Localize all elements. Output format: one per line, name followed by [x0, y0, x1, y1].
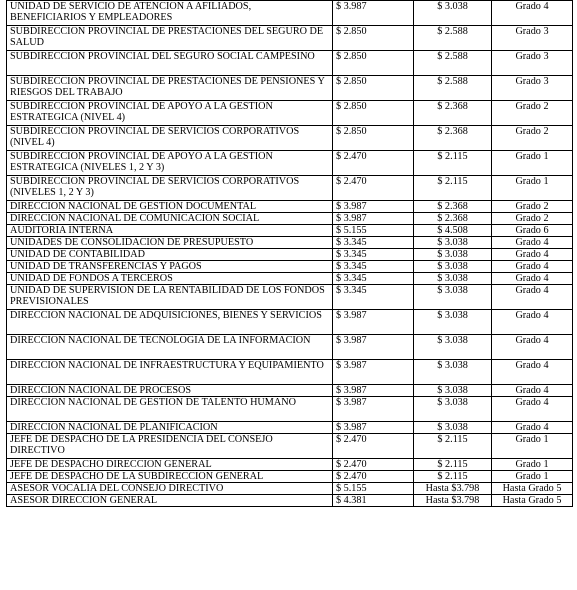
- table-row: [7, 422, 573, 434]
- amount-cell: $ 3.345: [333, 273, 414, 285]
- grade-cell: Grado 3: [492, 26, 573, 51]
- amount-cell: $ 3.038: [414, 310, 492, 335]
- table-row: [7, 26, 573, 51]
- table-row: [7, 151, 573, 176]
- amount-cell: $ 3.987: [333, 201, 414, 213]
- grade-cell: Grado 4: [492, 422, 573, 434]
- unit-name-cell: DIRECCION NACIONAL DE PROCESOS: [7, 385, 333, 397]
- table-row: [7, 249, 573, 261]
- amount-cell: $ 2.470: [333, 471, 414, 483]
- unit-name-cell: SUBDIRECCION PROVINCIAL DE APOYO A LA GESTION ESTRATEGICA (NIVELES 1, 2 Y 3): [7, 151, 333, 176]
- amount-cell: $ 2.850: [333, 51, 414, 76]
- amount-cell: $ 2.470: [333, 459, 414, 471]
- table-row: [7, 1, 573, 26]
- amount-cell: $ 3.987: [333, 385, 414, 397]
- grade-cell: Grado 1: [492, 459, 573, 471]
- amount-cell: $ 2.115: [414, 151, 492, 176]
- amount-cell: $ 2.850: [333, 101, 414, 126]
- amount-cell: $ 3.987: [333, 213, 414, 225]
- amount-cell: $ 3.987: [333, 1, 414, 26]
- amount-cell: Hasta $3.798: [414, 483, 492, 495]
- unit-name-cell: UNIDAD DE SERVICIO DE ATENCION A AFILIADOS, BENEFICIARIOS Y EMPLEADORES: [7, 1, 333, 26]
- grade-cell: Grado 4: [492, 249, 573, 261]
- table-row: [7, 261, 573, 273]
- amount-cell: $ 3.038: [414, 249, 492, 261]
- unit-name-cell: JEFE DE DESPACHO DE LA PRESIDENCIA DEL CONSEJO DIRECTIVO: [7, 434, 333, 459]
- unit-name-cell: DIRECCION NACIONAL DE GESTION DOCUMENTAL: [7, 201, 333, 213]
- amount-cell: $ 2.368: [414, 213, 492, 225]
- unit-name-cell: ASESOR VOCALIA DEL CONSEJO DIRECTIVO: [7, 483, 333, 495]
- grade-cell: Grado 4: [492, 310, 573, 335]
- table-row: [7, 237, 573, 249]
- amount-cell: $ 3.038: [414, 261, 492, 273]
- amount-cell: $ 3.987: [333, 422, 414, 434]
- amount-cell: $ 5.155: [333, 225, 414, 237]
- unit-name-cell: ASESOR DIRECCION GENERAL: [7, 495, 333, 507]
- grade-cell: Grado 2: [492, 213, 573, 225]
- amount-cell: $ 3.038: [414, 422, 492, 434]
- grade-cell: Grado 2: [492, 101, 573, 126]
- amount-cell: $ 3.987: [333, 360, 414, 385]
- amount-cell: $ 2.850: [333, 26, 414, 51]
- grade-cell: Hasta Grado 5: [492, 483, 573, 495]
- unit-name-cell: DIRECCION NACIONAL DE COMUNICACION SOCIAL: [7, 213, 333, 225]
- table-row: [7, 397, 573, 422]
- grade-cell: Grado 4: [492, 285, 573, 310]
- amount-cell: $ 3.038: [414, 335, 492, 360]
- unit-name-cell: UNIDAD DE FONDOS A TERCEROS: [7, 273, 333, 285]
- amount-cell: $ 3.038: [414, 360, 492, 385]
- grade-cell: Grado 2: [492, 126, 573, 151]
- amount-cell: $ 3.987: [333, 397, 414, 422]
- amount-cell: $ 2.588: [414, 51, 492, 76]
- unit-name-cell: DIRECCION NACIONAL DE GESTION DE TALENTO HUMANO: [7, 397, 333, 422]
- table-row: [7, 434, 573, 459]
- amount-cell: $ 3.038: [414, 237, 492, 249]
- grade-cell: Grado 1: [492, 434, 573, 459]
- table-row: [7, 213, 573, 225]
- amount-cell: $ 3.038: [414, 385, 492, 397]
- grade-cell: Hasta Grado 5: [492, 495, 573, 507]
- unit-name-cell: SUBDIRECCION PROVINCIAL DE SERVICIOS CORPORATIVOS (NIVELES 1, 2 Y 3): [7, 176, 333, 201]
- amount-cell: Hasta $3.798: [414, 495, 492, 507]
- grade-cell: Grado 1: [492, 176, 573, 201]
- unit-name-cell: DIRECCION NACIONAL DE ADQUISICIONES, BIENES Y SERVICIOS: [7, 310, 333, 335]
- table-row: [7, 483, 573, 495]
- table-row: [7, 310, 573, 335]
- amount-cell: $ 3.345: [333, 261, 414, 273]
- table-row: [7, 176, 573, 201]
- amount-cell: $ 3.345: [333, 237, 414, 249]
- grade-cell: Grado 4: [492, 360, 573, 385]
- amount-cell: $ 2.850: [333, 76, 414, 101]
- amount-cell: $ 2.368: [414, 126, 492, 151]
- unit-name-cell: DIRECCION NACIONAL DE INFRAESTRUCTURA Y EQUIPAMIENTO: [7, 360, 333, 385]
- amount-cell: $ 3.038: [414, 397, 492, 422]
- amount-cell: $ 2.368: [414, 201, 492, 213]
- amount-cell: $ 2.470: [333, 151, 414, 176]
- amount-cell: $ 2.850: [333, 126, 414, 151]
- amount-cell: $ 2.588: [414, 76, 492, 101]
- amount-cell: $ 2.115: [414, 471, 492, 483]
- unit-name-cell: JEFE DE DESPACHO DE LA SUBDIRECCION GENERAL: [7, 471, 333, 483]
- table-row: [7, 225, 573, 237]
- table-row: [7, 360, 573, 385]
- grade-cell: Grado 4: [492, 385, 573, 397]
- table-row: [7, 76, 573, 101]
- grade-cell: Grado 6: [492, 225, 573, 237]
- amount-cell: $ 3.987: [333, 310, 414, 335]
- grade-cell: Grado 4: [492, 397, 573, 422]
- grade-cell: Grado 1: [492, 471, 573, 483]
- table-row: [7, 459, 573, 471]
- grade-cell: Grado 4: [492, 335, 573, 360]
- table-row: [7, 495, 573, 507]
- unit-name-cell: JEFE DE DESPACHO DIRECCION GENERAL: [7, 459, 333, 471]
- amount-cell: $ 5.155: [333, 483, 414, 495]
- amount-cell: $ 3.987: [333, 335, 414, 360]
- unit-name-cell: DIRECCION NACIONAL DE TECNOLOGIA DE LA INFORMACION: [7, 335, 333, 360]
- grade-cell: Grado 3: [492, 51, 573, 76]
- amount-cell: $ 2.115: [414, 434, 492, 459]
- table-row: [7, 285, 573, 310]
- unit-name-cell: SUBDIRECCION PROVINCIAL DE APOYO A LA GESTION ESTRATEGICA (NIVEL 4): [7, 101, 333, 126]
- table-row: [7, 273, 573, 285]
- table-row: [7, 335, 573, 360]
- amount-cell: $ 3.038: [414, 285, 492, 310]
- unit-name-cell: SUBDIRECCION PROVINCIAL DE PRESTACIONES DE PENSIONES Y RIESGOS DEL TRABAJO: [7, 76, 333, 101]
- amount-cell: $ 3.038: [414, 1, 492, 26]
- table-row: [7, 51, 573, 76]
- table-row: [7, 201, 573, 213]
- grade-cell: Grado 2: [492, 201, 573, 213]
- table-row: [7, 471, 573, 483]
- amount-cell: $ 2.470: [333, 176, 414, 201]
- amount-cell: $ 4.381: [333, 495, 414, 507]
- grade-cell: Grado 4: [492, 273, 573, 285]
- amount-cell: $ 2.115: [414, 176, 492, 201]
- unit-name-cell: SUBDIRECCION PROVINCIAL DEL SEGURO SOCIAL CAMPESINO: [7, 51, 333, 76]
- grade-cell: Grado 4: [492, 1, 573, 26]
- amount-cell: $ 3.345: [333, 285, 414, 310]
- grade-cell: Grado 4: [492, 261, 573, 273]
- amount-cell: $ 2.588: [414, 26, 492, 51]
- table-body: [7, 1, 573, 507]
- unit-name-cell: UNIDAD DE TRANSFERENCIAS Y PAGOS: [7, 261, 333, 273]
- unit-name-cell: UNIDADES DE CONSOLIDACION DE PRESUPUESTO: [7, 237, 333, 249]
- amount-cell: $ 2.368: [414, 101, 492, 126]
- grade-cell: Grado 4: [492, 237, 573, 249]
- amount-cell: $ 3.345: [333, 249, 414, 261]
- amount-cell: $ 2.470: [333, 434, 414, 459]
- grade-cell: Grado 3: [492, 76, 573, 101]
- unit-name-cell: UNIDAD DE SUPERVISION DE LA RENTABILIDAD DE LOS FONDOS PREVISIONALES: [7, 285, 333, 310]
- unit-name-cell: AUDITORIA INTERNA: [7, 225, 333, 237]
- table-row: [7, 385, 573, 397]
- table-row: [7, 126, 573, 151]
- unit-name-cell: UNIDAD DE CONTABILIDAD: [7, 249, 333, 261]
- salary-grade-table: [6, 0, 573, 507]
- table-row: [7, 101, 573, 126]
- amount-cell: $ 3.038: [414, 273, 492, 285]
- unit-name-cell: SUBDIRECCION PROVINCIAL DE PRESTACIONES DEL SEGURO DE SALUD: [7, 26, 333, 51]
- unit-name-cell: DIRECCION NACIONAL DE PLANIFICACION: [7, 422, 333, 434]
- grade-cell: Grado 1: [492, 151, 573, 176]
- amount-cell: $ 2.115: [414, 459, 492, 471]
- amount-cell: $ 4.508: [414, 225, 492, 237]
- unit-name-cell: SUBDIRECCION PROVINCIAL DE SERVICIOS CORPORATIVOS (NIVEL 4): [7, 126, 333, 151]
